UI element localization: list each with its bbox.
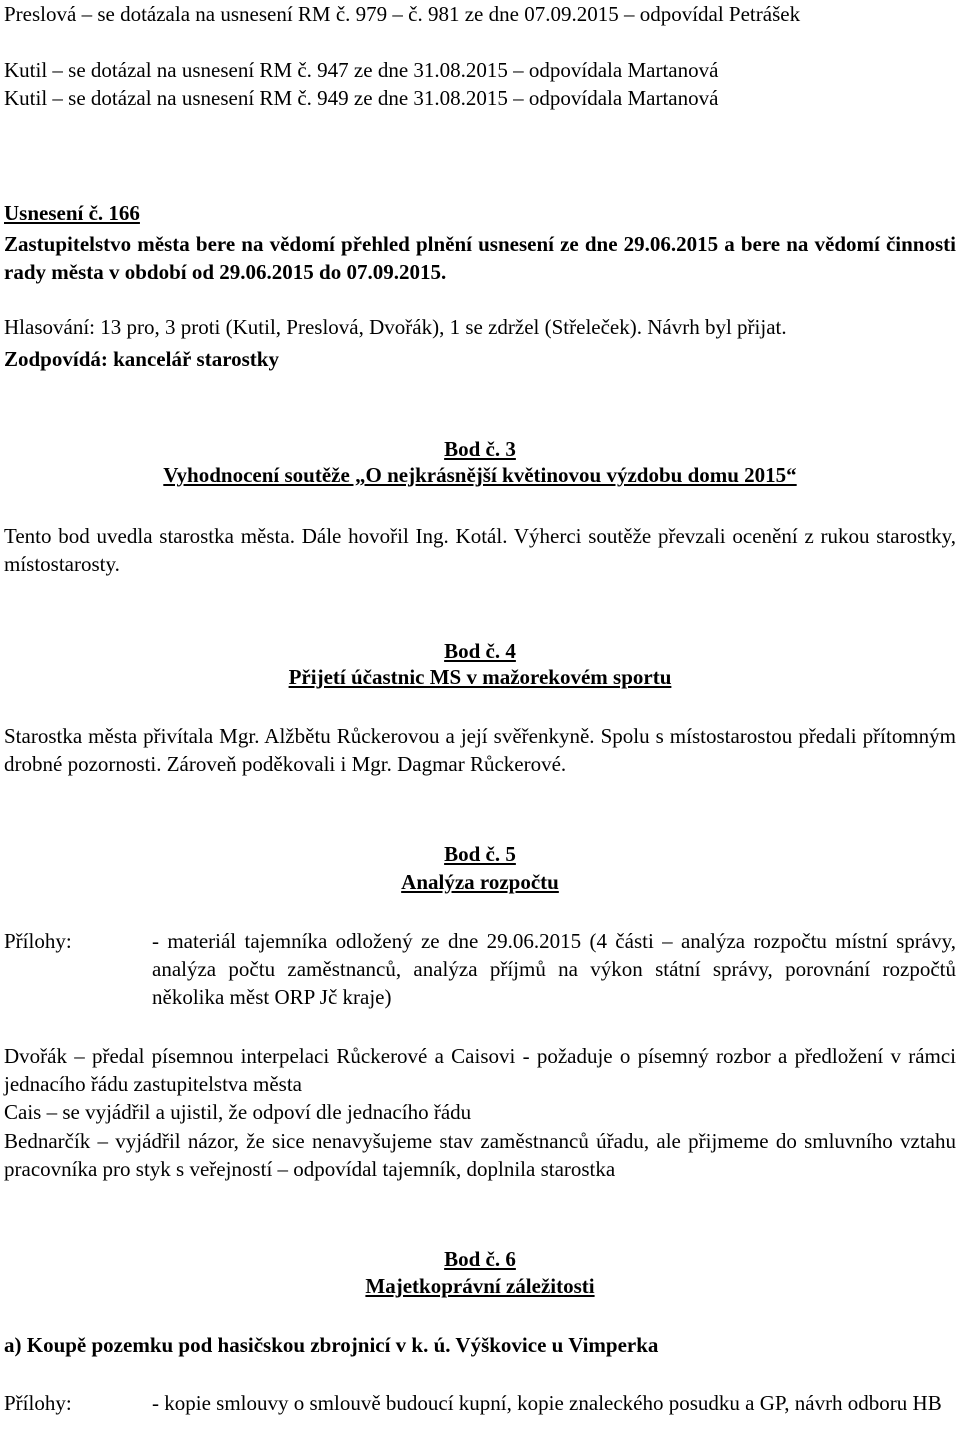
item-5-discussion-2: Cais – se vyjádřil a ujistil, že odpoví dle jednacího řádu: [4, 1100, 472, 1124]
item-3-body: Tento bod uvedla starostka města. Dále hovořil Ing. Kotál. Výherci soutěže převzali ocenění z rukou starostky, místostarosty.: [4, 524, 956, 576]
item-3-title: Vyhodnocení soutěže „O nejkrásnější květinovou výzdobu domu 2015“: [163, 463, 797, 487]
item-5-title: Analýza rozpočtu: [401, 870, 559, 894]
item-6-attachments: - kopie smlouvy o smlouvě budoucí kupní, kopie znaleckého posudku a GP, návrh odboru HB: [152, 1391, 942, 1415]
resolution-responsible: Zodpovídá: kancelář starostky: [4, 347, 279, 371]
item-4-title: Přijetí účastnic MS v mažorekovém sportu: [288, 665, 672, 689]
item-5-attachments-label: Přílohy:: [4, 929, 72, 953]
item-5-discussion-3: Bednarčík – vyjádřil názor, že sice nenavyšujeme stav zaměstnanců úřadu, ale přijmeme do smluvního vztahu pracovníka pro styk s veřejností – odpovídal tajemník, doplnila starostka: [4, 1129, 956, 1181]
item-6-attachments-label: Přílohy:: [4, 1391, 72, 1415]
resolution-vote: Hlasování: 13 pro, 3 proti (Kutil, Preslová, Dvořák), 1 se zdržel (Střeleček). Návrh byl přijat.: [4, 315, 787, 339]
item-5-discussion-1: Dvořák – předal písemnou interpelaci Růckerové a Caisovi - požaduje o písemný rozbor a předložení v rámci jednacího řádu zastupitelstva města: [4, 1044, 956, 1096]
intro-line-1: Preslová – se dotázala na usnesení RM č. 979 – č. 981 ze dne 07.09.2015 – odpovídal Petrášek: [4, 2, 801, 26]
item-5-attachments: - materiál tajemníka odložený ze dne 29.06.2015 (4 části – analýza rozpočtu místní správy, analýza počtu zaměstnanců, analýza příjmů na výkon státní správy, porovnání rozpočtů několika měst ORP Jč kraje): [152, 929, 956, 1009]
item-6-number: Bod č. 6: [444, 1247, 516, 1271]
item-4-number: Bod č. 4: [444, 639, 516, 663]
intro-line-3: Kutil – se dotázal na usnesení RM č. 949 ze dne 31.08.2015 – odpovídala Martanová: [4, 86, 719, 110]
item-4-body: Starostka města přivítala Mgr. Alžbětu Růckerovou a její svěřenkyně. Spolu s místostarostou předali přítomným drobné pozornosti. Zároveň poděkovali i Mgr. Dagmar Růckerové.: [4, 724, 956, 776]
resolution-text: Zastupitelstvo města bere na vědomí přehled plnění usnesení ze dne 29.06.2015 a bere na vědomí činnosti rady města v období od 29.06.2015 do 07.09.2015.: [4, 232, 956, 284]
intro-line-2: Kutil – se dotázal na usnesení RM č. 947 ze dne 31.08.2015 – odpovídala Martanová: [4, 58, 719, 82]
item-6-subtitle: a) Koupě pozemku pod hasičskou zbrojnicí v k. ú. Výškovice u Vimperka: [4, 1333, 659, 1357]
item-6-title: Majetkoprávní záležitosti: [365, 1274, 595, 1298]
item-5-number: Bod č. 5: [444, 842, 516, 866]
resolution-title: Usnesení č. 166: [4, 201, 140, 225]
item-3-number: Bod č. 3: [444, 437, 516, 461]
